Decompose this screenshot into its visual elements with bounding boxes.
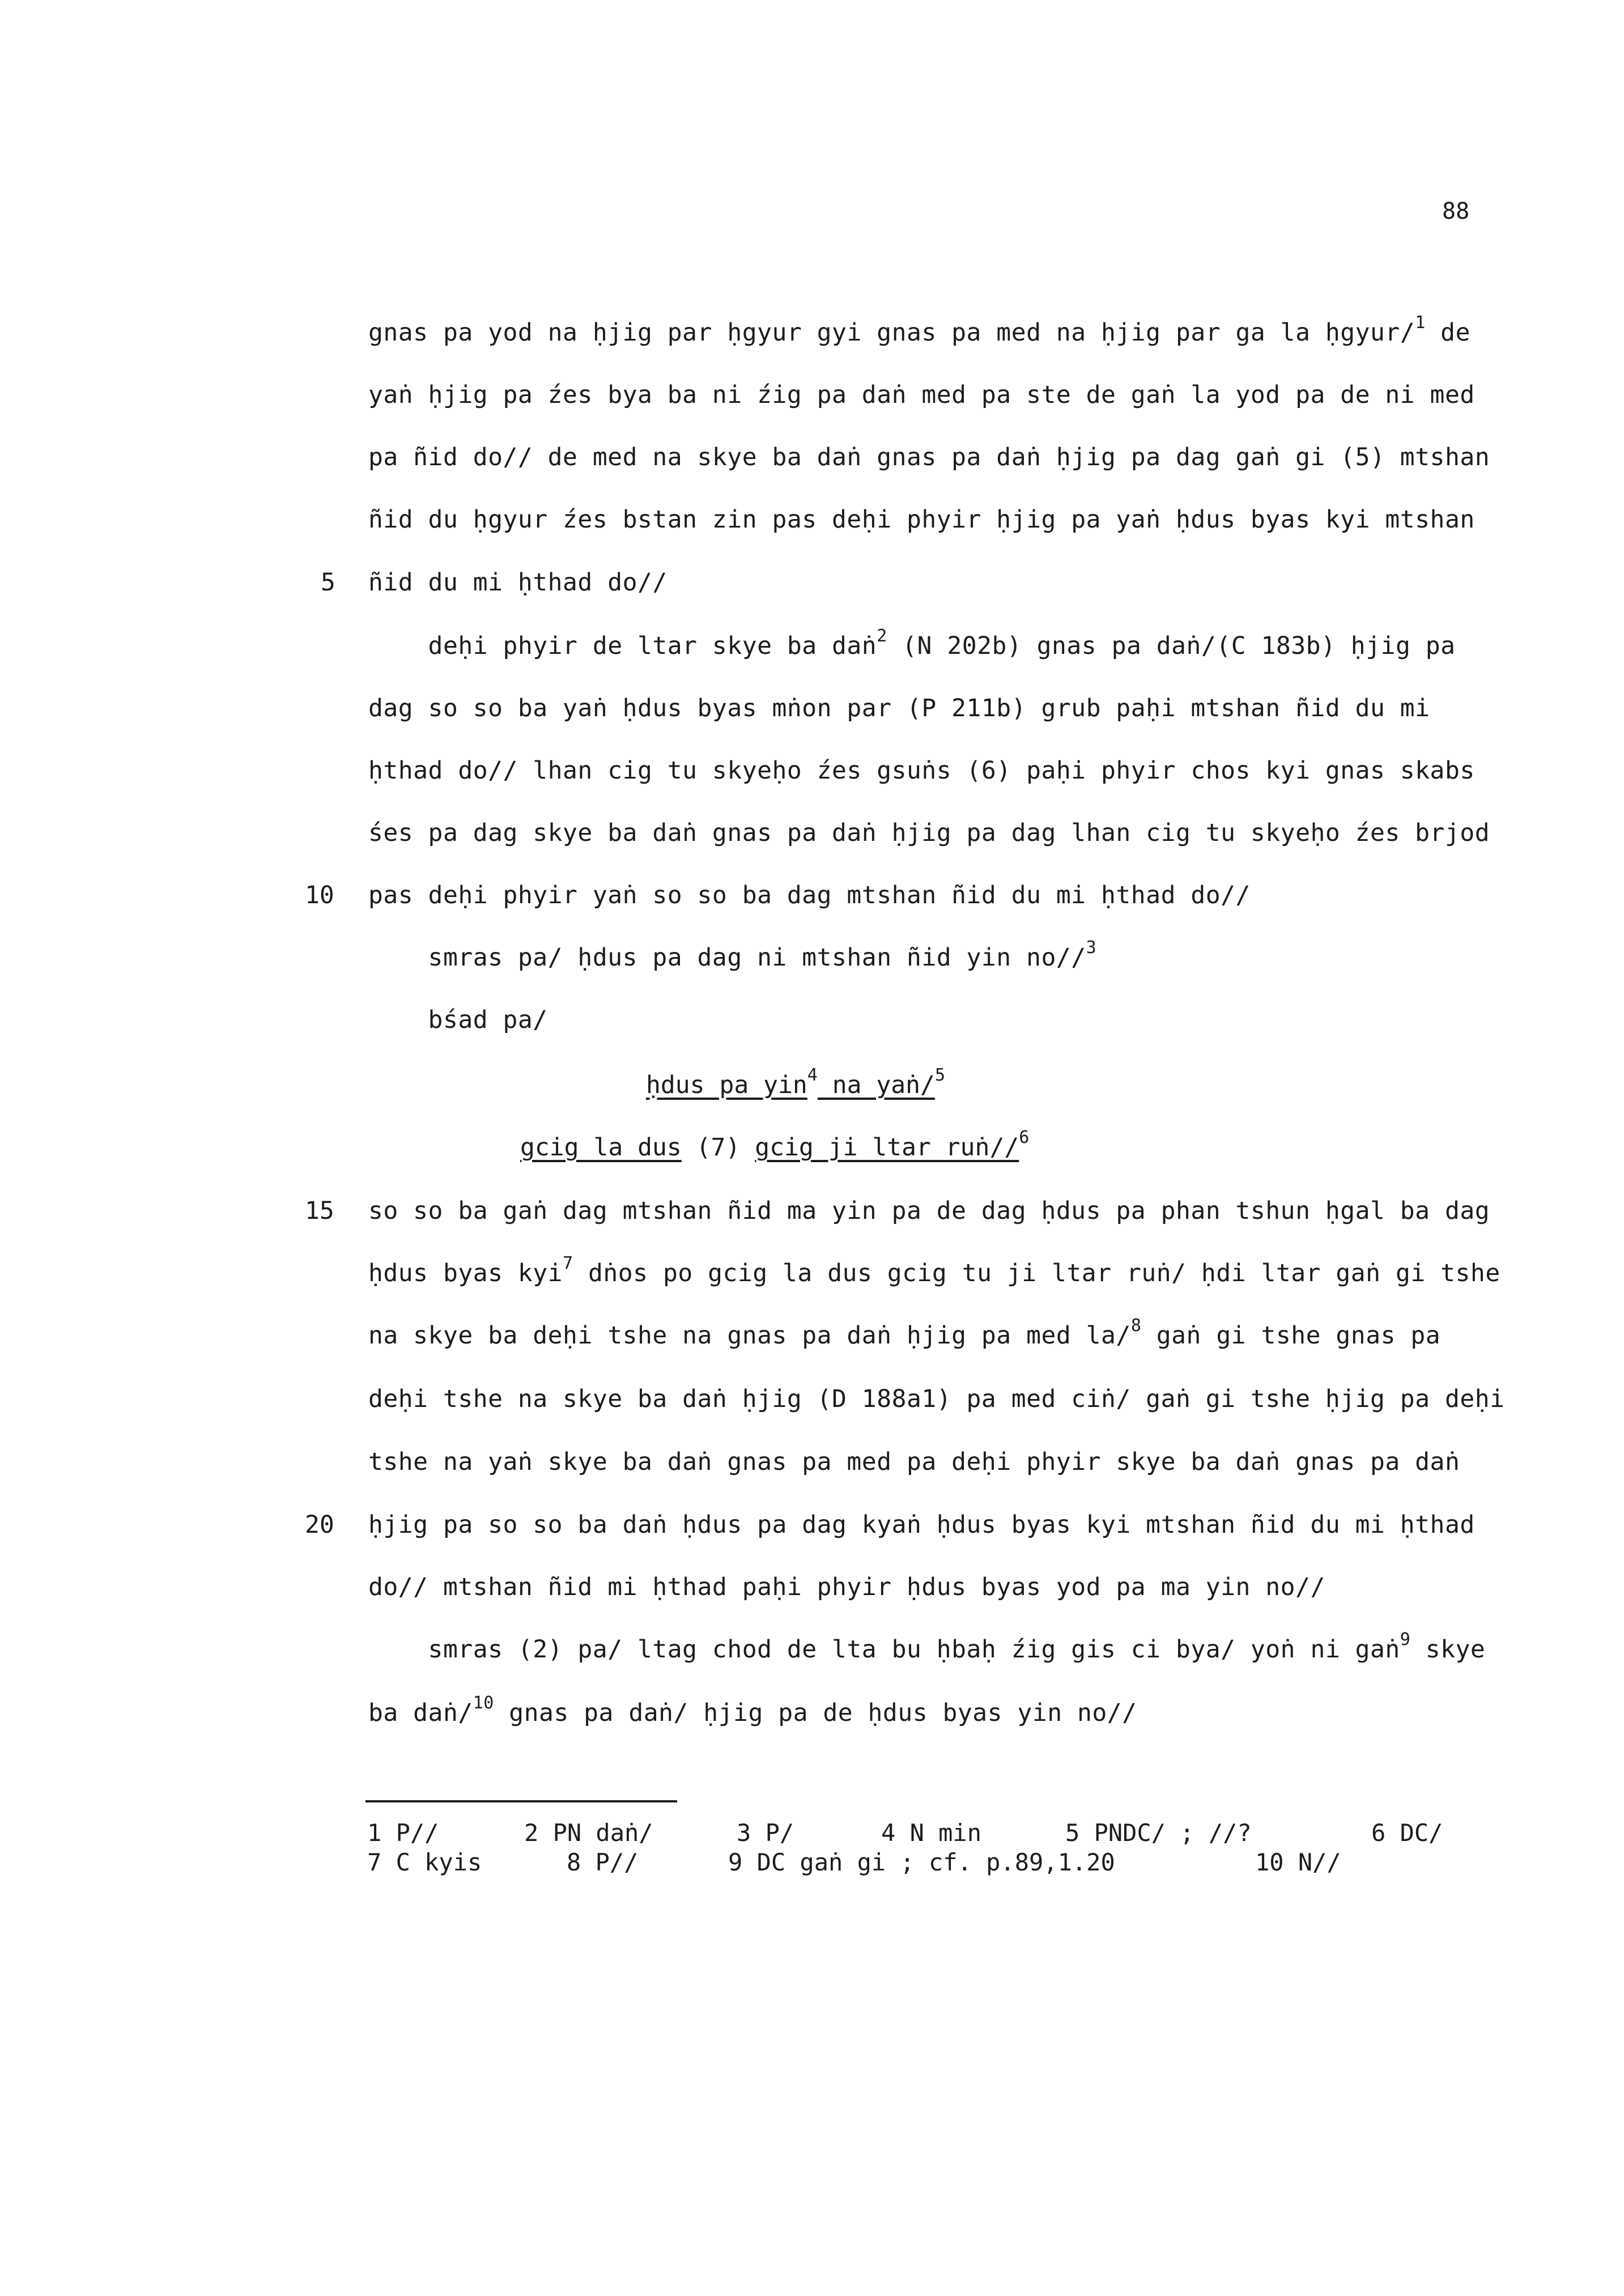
- text-line: bśad pa/: [368, 1006, 548, 1034]
- text-line: do// mtshan ñid mi ḥthad paḥi phyir ḥdus byas yod pa ma yin no//: [368, 1573, 1325, 1601]
- footnote-ref: 4: [807, 1065, 818, 1085]
- text-line: smras pa/ ḥdus pa dag ni mtshan ñid yin no//$^3$: [368, 938, 1097, 972]
- text-line: ḥdus byas kyi$^7$ dṅos po gcig la dus gcig tu ji ltar ruṅ/ ḥdi ltar gaṅ gi tshe: [368, 1253, 1500, 1287]
- text-line: deḥi phyir de ltar skye ba daṅ$^2$ (N 202b) gnas pa daṅ/(C 183b) ḥjig pa: [368, 626, 1456, 660]
- line-number-15: 15: [305, 1197, 334, 1225]
- text-line: ḥthad do// lhan cig tu skyeḥo źes gsuṅs (6) paḥi phyir chos kyi gnas skabs: [368, 756, 1475, 785]
- footnote-ref: 1: [1415, 313, 1426, 333]
- text-line: pas deḥi phyir yaṅ so so ba dag mtshan ñid du mi ḥthad do//: [368, 881, 1251, 909]
- footnote-ref: 8: [1130, 1316, 1142, 1336]
- verse-line-1: ḥdus pa yin$^4$ na yaṅ/$^5$: [646, 1065, 946, 1099]
- footnote-ref: 5: [934, 1065, 946, 1085]
- text-line: ḥjig pa so so ba daṅ ḥdus pa dag kyaṅ ḥdus byas kyi mtshan ñid du mi ḥthad: [368, 1511, 1475, 1539]
- text-line: so so ba gaṅ dag mtshan ñid ma yin pa de dag ḥdus pa phan tshun ḥgal ba dag: [368, 1197, 1490, 1225]
- footnote: 5 PNDC/ ; //?: [1065, 1819, 1252, 1847]
- footnote: 6 DC/: [1371, 1819, 1443, 1847]
- footnote: 7 C kyis: [367, 1848, 482, 1876]
- text-line: ñid du ḥgyur źes bstan zin pas deḥi phyir ḥjig pa yaṅ ḥdus byas kyi mtshan: [368, 505, 1475, 534]
- text-line: yaṅ ḥjig pa źes bya ba ni źig pa daṅ med pa ste de gaṅ la yod pa de ni med: [368, 381, 1475, 409]
- verse-line-2: gcig la dus (7) gcig ji ltar ruṅ//$^6$: [520, 1128, 1030, 1162]
- footnote-ref: 9: [1400, 1630, 1411, 1649]
- page-number: 88: [1442, 198, 1470, 224]
- text-line: śes pa dag skye ba daṅ gnas pa daṅ ḥjig pa dag lhan cig tu skyeḥo źes brjod: [368, 819, 1490, 847]
- text-line: dag so so ba yaṅ ḥdus byas mṅon par (P 211b) grub paḥi mtshan ñid du mi: [368, 694, 1430, 722]
- footnote: 2 PN daṅ/: [524, 1819, 653, 1847]
- line-number-5: 5: [321, 568, 335, 597]
- footnote-ref: 7: [563, 1253, 573, 1273]
- footnote-ref: 10: [473, 1693, 494, 1713]
- footnote: 1 P//: [367, 1819, 439, 1847]
- footnote-ref: 3: [1086, 938, 1097, 958]
- line-number-10: 10: [305, 881, 334, 909]
- text-line: na skye ba deḥi tshe na gnas pa daṅ ḥjig pa med la/$^8$ gaṅ gi tshe gnas pa: [368, 1316, 1441, 1350]
- text-line: tshe na yaṅ skye ba daṅ gnas pa med pa deḥi phyir skye ba daṅ gnas pa daṅ: [368, 1448, 1460, 1476]
- footnote: 10 N//: [1255, 1848, 1341, 1876]
- footnote: 3 P/: [737, 1819, 794, 1847]
- text-line: ba daṅ/$^{10}$ gnas pa daṅ/ ḥjig pa de ḥdus byas yin no//: [368, 1693, 1137, 1727]
- line-number-20: 20: [305, 1511, 334, 1539]
- text-line: pa ñid do// de med na skye ba daṅ gnas pa daṅ ḥjig pa dag gaṅ gi (5) mtshan: [368, 443, 1490, 471]
- text-line: smras (2) pa/ ltag chod de lta bu ḥbaḥ źig gis ci bya/ yoṅ ni gaṅ$^9$ skye: [368, 1630, 1486, 1664]
- footnote: 4 N min: [881, 1819, 982, 1847]
- footnote: 8 P//: [567, 1848, 639, 1876]
- footnote-ref: 6: [1019, 1128, 1030, 1147]
- text-line: deḥi tshe na skye ba daṅ ḥjig (D 188a1) pa med ciṅ/ gaṅ gi tshe ḥjig pa deḥi: [368, 1385, 1505, 1413]
- footnote-divider: [365, 1800, 677, 1802]
- text-line: gnas pa yod na ḥjig par ḥgyur gyi gnas pa med na ḥjig par ga la ḥgyur/$^1$ de: [368, 313, 1470, 347]
- text-line: ñid du mi ḥthad do//: [368, 568, 668, 597]
- footnote: 9 DC gaṅ gi ; cf. p.89,1.20: [728, 1848, 1115, 1876]
- footnote-ref: 2: [877, 626, 887, 646]
